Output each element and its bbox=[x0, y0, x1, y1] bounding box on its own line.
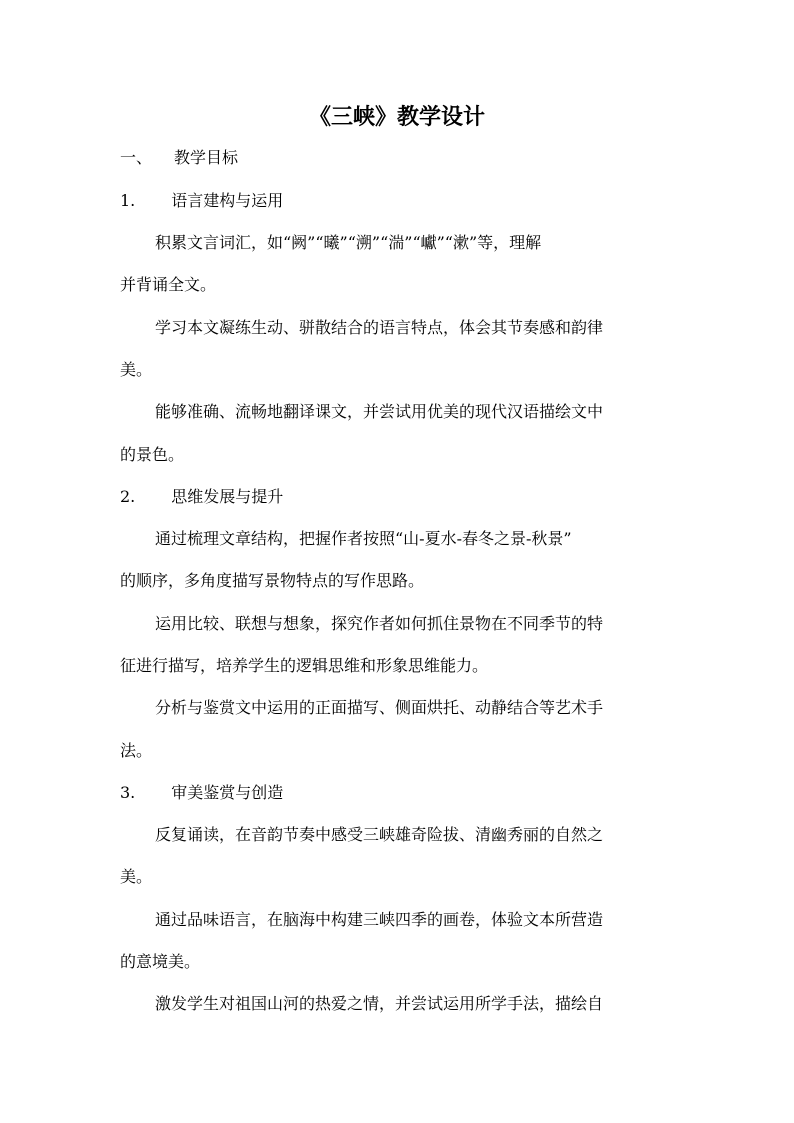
subsection-heading-3 bbox=[120, 781, 283, 805]
paragraph-line: 通过品味语言，在脑海中构建三峡四季的画卷，体验文本所营造 bbox=[155, 910, 604, 929]
paragraph-line: 分析与鉴赏文中运用的正面描写、侧面烘托、动静结合等艺术手 bbox=[155, 698, 604, 717]
subsection-heading-1 bbox=[120, 189, 283, 213]
paragraph-line: 的意境美。 bbox=[120, 952, 201, 971]
subsection-number: 1. bbox=[120, 191, 136, 210]
section-number: 一、 bbox=[120, 148, 153, 167]
paragraph-line: 的景色。 bbox=[120, 445, 185, 464]
subsection-heading-text: 思维发展与提升 bbox=[171, 487, 284, 506]
paragraph-line: 法。 bbox=[120, 741, 153, 760]
paragraph-line: 美。 bbox=[120, 867, 153, 886]
paragraph-line: 通过梳理文章结构，把握作者按照“山-夏水-春冬之景-秋景” bbox=[155, 529, 572, 548]
paragraph-line: 的顺序，多角度描写景物特点的写作思路。 bbox=[120, 571, 425, 590]
subsection-heading-text: 审美鉴赏与创造 bbox=[171, 783, 284, 802]
paragraph-line: 运用比较、联想与想象，探究作者如何抓住景物在不同季节的特 bbox=[155, 614, 604, 633]
paragraph-line: 激发学生对祖国山河的热爱之情，并尝试运用所学手法，描绘自 bbox=[155, 994, 604, 1013]
section-heading-objectives bbox=[120, 146, 238, 170]
document-title: 《三峡》教学设计 bbox=[308, 104, 485, 130]
subsection-number: 2. bbox=[120, 487, 136, 506]
subsection-number: 3. bbox=[120, 783, 136, 802]
subsection-heading-2 bbox=[120, 485, 283, 509]
paragraph-line: 能够准确、流畅地翻译课文，并尝试用优美的现代汉语描绘文中 bbox=[155, 402, 604, 421]
paragraph-line: 征进行描写，培养学生的逻辑思维和形象思维能力。 bbox=[120, 656, 489, 675]
paragraph-line: 积累文言词汇，如“阙”“曦”“溯”“湍”“巘”“漱”等，理解 bbox=[155, 233, 542, 252]
paragraph-line: 学习本文凝练生动、骈散结合的语言特点，体会其节奏感和韵律 bbox=[155, 318, 604, 337]
paragraph-line: 并背诵全文。 bbox=[120, 275, 217, 294]
section-heading-text: 教学目标 bbox=[174, 148, 239, 167]
paragraph-line: 美。 bbox=[120, 360, 153, 379]
subsection-heading-text: 语言建构与运用 bbox=[171, 191, 284, 210]
paragraph-line: 反复诵读，在音韵节奏中感受三峡雄奇险拔、清幽秀丽的自然之 bbox=[155, 825, 604, 844]
